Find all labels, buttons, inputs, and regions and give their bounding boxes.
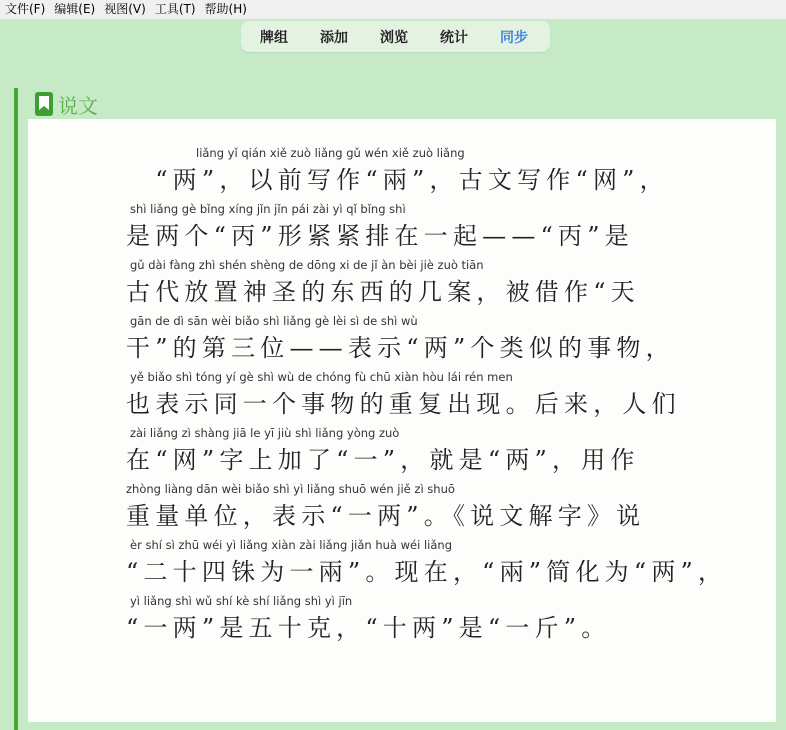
hanzi-row: 在“网”字上加了“一”，就是“两”，用作 (126, 446, 640, 474)
pinyin-row: liǎng yǐ qián xiě zuò liǎng gǔ wén xiě zuò liǎng (196, 146, 465, 160)
textbook-page (28, 119, 776, 722)
menu-bar (0, 0, 786, 19)
hanzi-row: “一两”是五十克，“十两”是“一斤”。 (126, 614, 611, 642)
menu-edit[interactable]: 编辑(E) (54, 2, 96, 16)
pinyin-row: shì liǎng gè bǐng xíng jǐn jǐn pái zài yì qǐ bǐng shì (130, 202, 406, 216)
pinyin-row: gān de dì sān wèi biǎo shì liǎng gè lèi sì de shì wù (130, 314, 418, 328)
main-toolbar (241, 21, 550, 52)
menu-help[interactable]: 帮助(H) (204, 2, 247, 16)
pinyin-row: yě biǎo shì tóng yí gè shì wù de chóng fù chū xiàn hòu lái rén men (130, 370, 513, 384)
section-title: 说文 (58, 93, 98, 118)
section-header (35, 90, 98, 118)
tab-add[interactable]: 添加 (320, 29, 348, 46)
pinyin-row: zài liǎng zì shàng jiā le yī jiù shì liǎng yòng zuò (130, 426, 400, 440)
hanzi-row: “两”，以前写作“兩”，古文写作“网”， (126, 166, 669, 194)
section-accent-bar (14, 88, 18, 730)
hanzi-row: “二十四铢为一兩”。现在，“兩”简化为“两”， (126, 558, 728, 586)
bookmark-icon (35, 92, 53, 116)
tab-decks[interactable]: 牌组 (260, 29, 288, 46)
pinyin-row: èr shí sì zhū wéi yì liǎng xiàn zài liǎng jiǎn huà wéi liǎng (130, 538, 452, 552)
menu-view[interactable]: 视图(V) (104, 2, 146, 16)
hanzi-row: 古代放置神圣的东西的几案，被借作“天 (126, 278, 640, 306)
tab-stats[interactable]: 统计 (440, 29, 468, 46)
hanzi-row: 干”的第三位——表示“两”个类似的事物， (126, 334, 675, 362)
pinyin-row: gǔ dài fàng zhì shén shèng de dōng xi de jǐ àn bèi jiè zuò tiān (130, 258, 484, 272)
hanzi-row: 是两个“丙”形紧紧排在一起——“丙”是 (126, 222, 634, 250)
hanzi-row: 也表示同一个事物的重复出现。后来，人们 (126, 390, 681, 418)
tab-browse[interactable]: 浏览 (380, 29, 408, 46)
menu-file[interactable]: 文件(F) (5, 2, 46, 16)
pinyin-row: zhòng liàng dān wèi biǎo shì yì liǎng shuō wén jiě zì shuō (126, 482, 455, 496)
hanzi-row: 重量单位，表示“一两”。《说文解字》说 (126, 502, 646, 530)
menu-tools[interactable]: 工具(T) (154, 2, 196, 16)
tab-sync[interactable]: 同步 (500, 29, 528, 46)
pinyin-row: yì liǎng shì wǔ shí kè shí liǎng shì yì jīn (130, 594, 353, 608)
